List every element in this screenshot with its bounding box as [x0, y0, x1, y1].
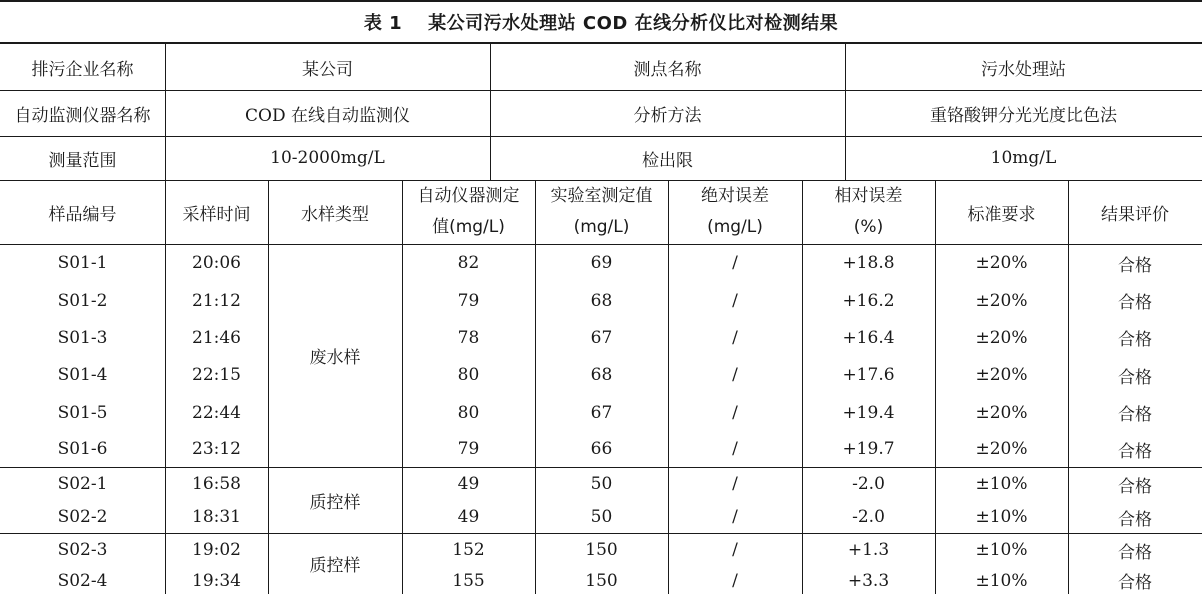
abs-error-cell: /	[732, 290, 738, 311]
result-cell: 合格	[1118, 367, 1152, 388]
rel-error-cell: +17.6	[842, 365, 895, 385]
header-water-type: 水样类型	[301, 204, 369, 225]
sample-time-cell: 16:58	[192, 474, 241, 494]
standard-cell: ±20%	[975, 253, 1028, 273]
auto-value-cell: 82	[457, 253, 480, 273]
info-value-instrument: COD 在线自动监测仪	[245, 105, 410, 126]
header-abs-error	[668, 180, 802, 244]
standard-cell: ±20%	[975, 327, 1028, 348]
header-auto-value-line1: 自动仪器测定	[417, 186, 520, 206]
sample-id-cell: S01-5	[57, 402, 108, 423]
header-abs-error-line1: 绝对误差	[701, 186, 769, 206]
lab-value-cell: 50	[590, 507, 613, 527]
abs-error-cell: /	[732, 474, 738, 494]
info-label-method: 分析方法	[633, 105, 702, 126]
header-rel-error-line2: (%)	[853, 217, 884, 237]
sample-time-cell: 23:12	[192, 439, 241, 459]
result-cell: 合格	[1118, 573, 1152, 593]
standard-cell: ±10%	[975, 540, 1028, 560]
sample-id-cell: S01-4	[57, 365, 108, 385]
sample-id-cell: S02-4	[57, 570, 108, 591]
sample-time-cell: 20:06	[192, 253, 241, 273]
sample-time-cell: 21:12	[192, 290, 241, 311]
lab-value-cell: 68	[590, 365, 613, 385]
sample-id-cell: S01-2	[57, 290, 108, 311]
auto-value-cell: 49	[457, 474, 480, 494]
auto-value-cell: 78	[457, 327, 480, 348]
lab-value-cell: 67	[590, 402, 613, 423]
standard-cell: ±20%	[975, 290, 1028, 311]
sample-id-cell: S01-1	[57, 253, 108, 273]
auto-value-cell: 80	[457, 365, 480, 385]
result-cell: 合格	[1118, 405, 1152, 425]
result-cell: 合格	[1118, 509, 1152, 530]
abs-error-cell: /	[732, 570, 738, 591]
result-cell: 合格	[1118, 441, 1152, 462]
result-cell: 合格	[1118, 476, 1152, 497]
rel-error-cell: +19.4	[842, 402, 895, 423]
sample-id-cell: S02-3	[57, 540, 108, 560]
sample-id-cell: S02-2	[57, 507, 108, 527]
sample-id-cell: S02-1	[57, 474, 108, 494]
lab-value-cell: 67	[590, 327, 613, 348]
water-type-group: 质控样	[309, 492, 361, 513]
info-value-detection-limit: 10mg/L	[990, 148, 1057, 168]
header-auto-value-line2: 值(mg/L)	[432, 217, 505, 237]
lab-value-cell: 66	[590, 439, 613, 459]
sample-time-cell: 19:34	[192, 570, 241, 591]
auto-value-cell: 80	[457, 402, 480, 423]
header-lab-value-line2: (mg/L)	[573, 217, 630, 237]
sample-time-cell: 19:02	[192, 540, 241, 560]
standard-cell: ±20%	[975, 439, 1028, 459]
abs-error-cell: /	[732, 327, 738, 348]
abs-error-cell: /	[732, 402, 738, 423]
header-lab-value-line1: 实验室测定值	[550, 186, 653, 206]
sample-time-cell: 22:44	[192, 402, 241, 423]
rel-error-cell: +3.3	[847, 570, 890, 591]
result-cell: 合格	[1118, 255, 1152, 276]
header-result: 结果评价	[1101, 204, 1169, 225]
abs-error-cell: /	[732, 365, 738, 385]
rel-error-cell: +16.2	[842, 290, 895, 311]
standard-cell: ±10%	[975, 474, 1028, 494]
rel-error-cell: -2.0	[852, 474, 885, 494]
abs-error-cell: /	[732, 540, 738, 560]
water-type-group: 质控样	[309, 556, 361, 576]
rel-error-cell: +16.4	[842, 327, 895, 348]
sample-time-cell: 22:15	[192, 365, 241, 385]
header-abs-error-line2: (mg/L)	[707, 217, 763, 237]
lab-value-cell: 150	[585, 570, 618, 591]
rel-error-cell: +1.3	[847, 540, 890, 560]
table-title	[0, 0, 1202, 44]
auto-value-cell: 49	[457, 507, 480, 527]
sample-id-cell: S01-3	[57, 327, 108, 348]
header-standard: 标准要求	[967, 204, 1036, 225]
header-rel-error	[802, 180, 935, 244]
info-label-detection-limit: 检出限	[642, 150, 693, 171]
lab-value-cell: 50	[590, 474, 613, 494]
info-value-range: 10-2000mg/L	[270, 148, 385, 168]
auto-value-cell: 152	[452, 540, 485, 560]
info-value-site: 污水处理站	[981, 59, 1066, 80]
rel-error-cell: +18.8	[842, 253, 895, 273]
lab-value-cell: 68	[590, 290, 613, 311]
info-label-site: 测点名称	[633, 59, 702, 80]
header-lab-value	[535, 180, 668, 244]
info-label-range: 测量范围	[48, 150, 117, 171]
result-cell: 合格	[1118, 330, 1152, 350]
result-cell: 合格	[1118, 293, 1152, 313]
rel-error-cell: -2.0	[852, 507, 885, 527]
standard-cell: ±20%	[975, 402, 1028, 423]
lab-value-cell: 69	[590, 253, 613, 273]
abs-error-cell: /	[732, 439, 738, 459]
info-value-company: 某公司	[302, 59, 353, 80]
abs-error-cell: /	[732, 507, 738, 527]
info-label-company: 排污企业名称	[31, 59, 134, 80]
lab-value-cell: 150	[585, 540, 618, 560]
standard-cell: ±10%	[975, 570, 1028, 591]
abs-error-cell: /	[732, 253, 738, 273]
sample-time-cell: 18:31	[192, 507, 241, 527]
result-cell: 合格	[1118, 542, 1152, 563]
header-sample-id: 样品编号	[48, 204, 117, 225]
table-number: 表 1	[363, 13, 403, 34]
rel-error-cell: +19.7	[842, 439, 895, 459]
info-label-instrument: 自动监测仪器名称	[14, 105, 151, 126]
sample-time-cell: 21:46	[192, 327, 241, 348]
standard-cell: ±20%	[975, 365, 1028, 385]
info-value-method: 重铬酸钾分光光度比色法	[930, 105, 1117, 126]
water-type-group: 废水样	[309, 348, 361, 368]
header-time: 采样时间	[182, 204, 251, 225]
header-auto-value	[402, 180, 535, 244]
standard-cell: ±10%	[975, 507, 1028, 527]
auto-value-cell: 155	[452, 570, 485, 591]
auto-value-cell: 79	[457, 439, 480, 459]
table-caption: 某公司污水处理站 COD 在线分析仪比对检测结果	[428, 13, 839, 34]
sample-id-cell: S01-6	[57, 439, 108, 459]
header-rel-error-line1: 相对误差	[834, 186, 903, 206]
auto-value-cell: 79	[457, 290, 480, 311]
